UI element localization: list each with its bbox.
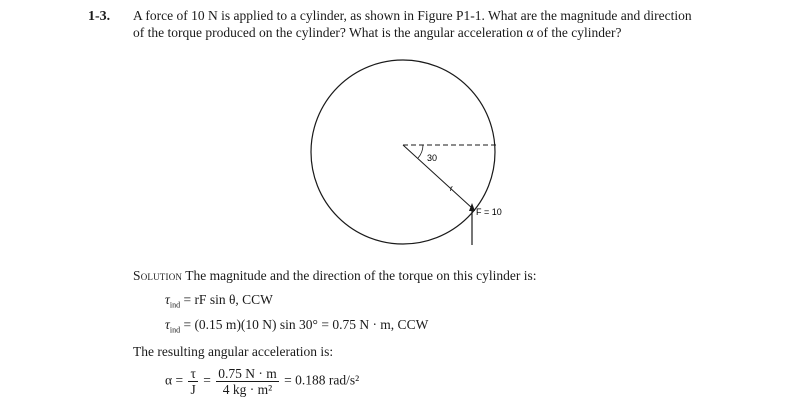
value-fraction: [216, 366, 279, 397]
fraction-numerator: τ: [190, 366, 196, 381]
torque-formula: [165, 292, 273, 310]
problem-text-line-1: A force of 10 N is applied to a cylinder, as shown in Figure P1-1. What are the magnitude and direction: [133, 8, 692, 23]
solution-intro-text: The magnitude and the direction of the torque on this cylinder is:: [185, 268, 537, 283]
angle-label: 30: [427, 153, 438, 163]
tau-over-j-fraction: [188, 366, 197, 397]
problem-number: 1-3.: [88, 9, 111, 24]
torque-formula-rhs: = rF sin θ, CCW: [180, 292, 273, 307]
angular-acceleration-equation: [165, 366, 359, 397]
tau-symbol: τ: [165, 317, 170, 332]
result-intro: The resulting angular acceleration is:: [133, 344, 334, 359]
force-label: F = 10: [476, 207, 502, 217]
fraction-denominator: 4 kg · m²: [222, 382, 273, 397]
torque-calculation-rhs: = (0.15 m)(10 N) sin 30° = 0.75 N · m, CCW: [180, 317, 429, 332]
radius-line: [403, 145, 472, 208]
fraction-numerator: 0.75 N · m: [218, 366, 277, 381]
cylinder-circle: [311, 60, 495, 244]
solution-heading: Solution: [133, 268, 183, 283]
tau-subscript: ind: [169, 325, 181, 335]
alpha-equals: α =: [165, 372, 184, 388]
tau-subscript: ind: [169, 300, 181, 310]
tau-symbol: τ: [165, 292, 170, 307]
radius-label: r: [450, 184, 453, 193]
torque-calculation: [165, 317, 428, 335]
solution-intro: [133, 268, 537, 284]
angle-arc: [418, 145, 423, 158]
force-arrowhead: [469, 203, 475, 211]
angular-acceleration-result: = 0.188 rad/s²: [284, 372, 360, 388]
problem-text-line-2: of the torque produced on the cylinder? What is the angular acceleration α of the cylinder?: [133, 25, 622, 40]
equals-sign: =: [203, 372, 211, 388]
fraction-denominator: J: [190, 382, 196, 397]
